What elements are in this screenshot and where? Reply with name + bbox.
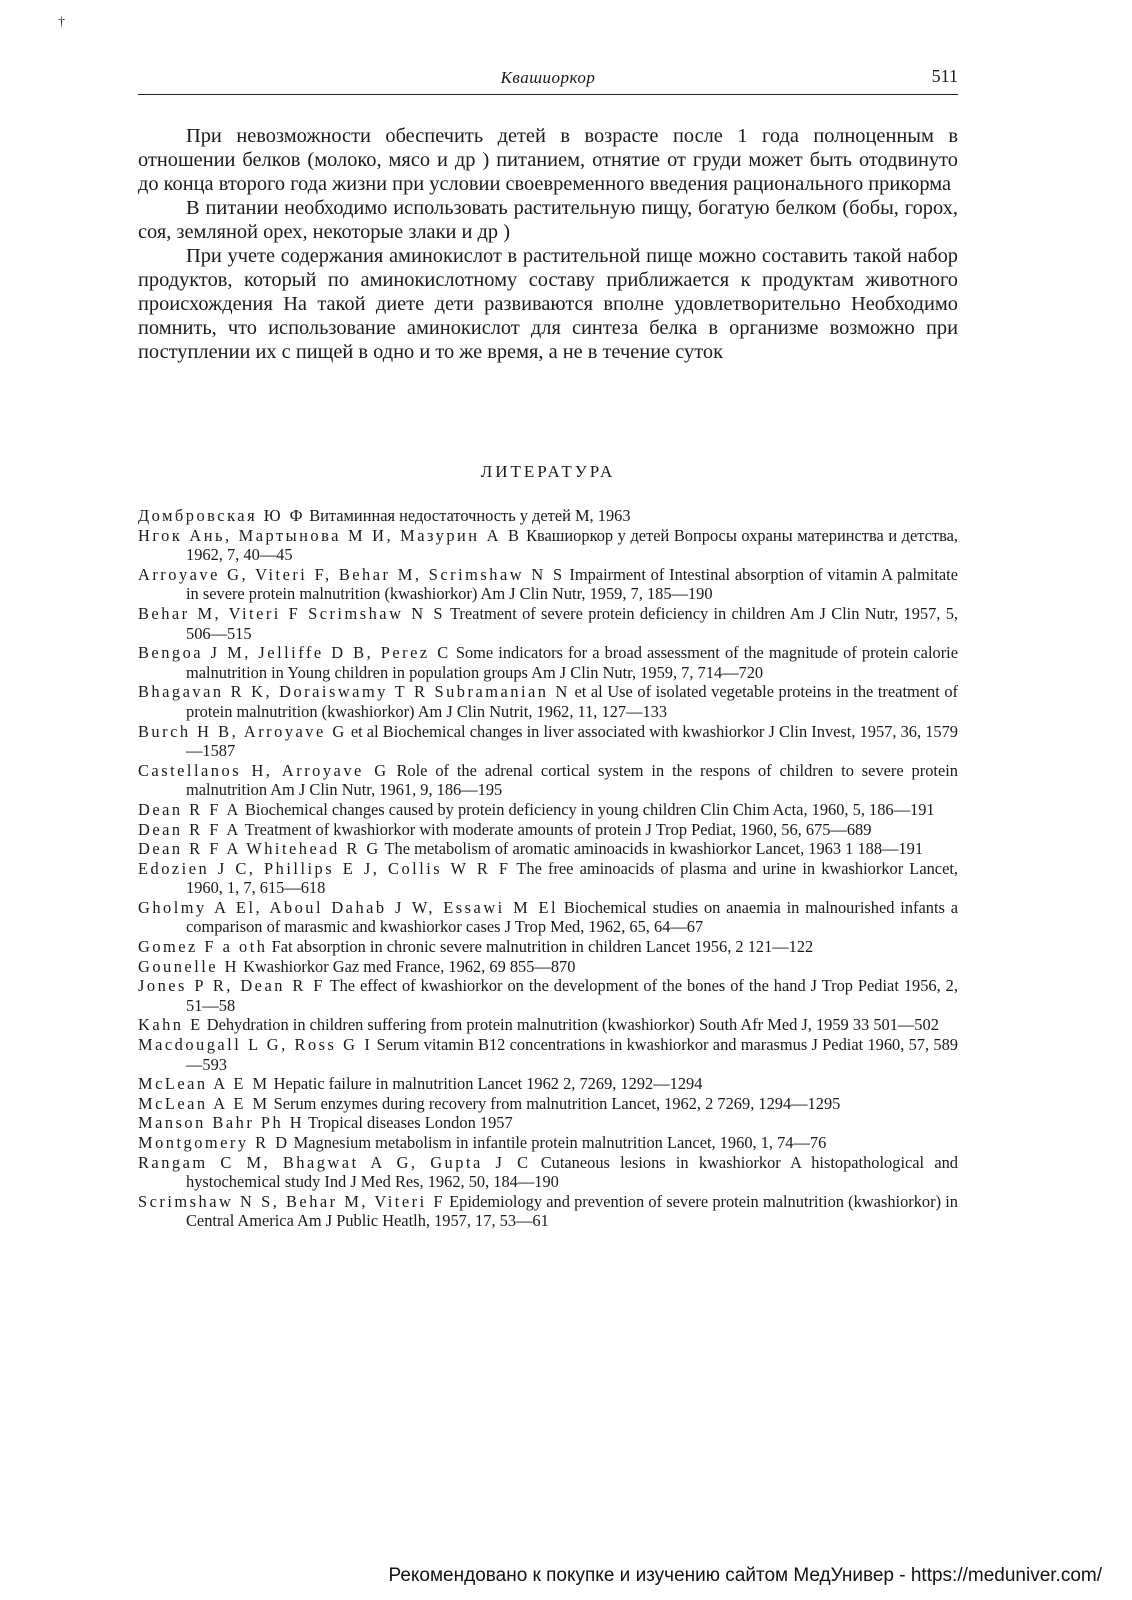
reference-item (138, 526, 958, 565)
reference-item (138, 1094, 958, 1114)
running-title: Квашиоркор (500, 68, 596, 87)
reference-item (138, 506, 958, 526)
reference-text: Treatment of severe protein deficiency in children Am J Clin Nutr, 1957, 5, 506—515 (186, 603, 958, 643)
reference-author: Dean R F A (138, 799, 241, 819)
reference-item (138, 859, 958, 898)
reference-author: Manson Bahr Ph H (138, 1113, 305, 1133)
reference-item (138, 1153, 958, 1192)
reference-text: Tropical diseases London 1957 (307, 1113, 513, 1133)
reference-author: Bhagavan R K, Doraiswamy T R Subramanian N (138, 682, 570, 702)
reference-text: et al Biochemical changes in liver associated with kwashiorkor J Clin Invest, 1957, 36, 1579—1587 (186, 721, 958, 761)
reference-author: Rangam C M, Bhagwat A G, Gupta J C (138, 1152, 531, 1172)
references-heading: ЛИТЕРАТУРА (480, 462, 616, 481)
reference-item (138, 1113, 958, 1133)
reference-item (138, 722, 958, 761)
reference-text: Treatment of kwashiorkor with moderate amounts of protein J Trop Pediat, 1960, 56, 675—689 (244, 819, 872, 839)
reference-text: Hepatic failure in malnutrition Lancet 1962 2, 7269, 1292—1294 (273, 1074, 703, 1094)
reference-text: Fat absorption in chronic severe malnutrition in children Lancet 1956, 2 121—122 (271, 937, 814, 957)
reference-author: Castellanos H, Arroyave G (138, 760, 389, 780)
reference-item (138, 761, 958, 800)
reference-item (138, 565, 958, 604)
reference-author: Gomez F a oth (138, 937, 268, 957)
reference-author: Dean R F A Whitehead R G (138, 839, 381, 859)
body-text (138, 124, 958, 364)
reference-text: The metabolism of aromatic aminoacids in kwashiorkor Lancet, 1963 1 188—191 (384, 839, 924, 859)
reference-author: Jones P R, Dean R F (138, 976, 325, 996)
reference-author: Gholmy A El, Aboul Dahab J W, Essawi M El (138, 897, 559, 917)
reference-author: Burch H B, Arroyave G (138, 721, 347, 741)
reference-item (138, 682, 958, 721)
reference-item (138, 976, 958, 1015)
reference-text: Витаминная недостаточность у детей М, 1963 (309, 506, 631, 525)
page-number: 511 (931, 66, 958, 86)
reference-author: Scrimshaw N S, Behar M, Viteri F (138, 1191, 445, 1211)
reference-item (138, 820, 958, 840)
reference-text: Impairment of Intestinal absorption of vitamin A palmitate in severe protein malnutrition (kwashiorkor) Am J Clin Nutr, 1959, 7, 185—190 (186, 564, 958, 604)
reference-author: Macdougall L G, Ross G I (138, 1035, 373, 1055)
reference-text: Serum enzymes during recovery from malnutrition Lancet, 1962, 2 7269, 1294—1295 (273, 1093, 841, 1113)
reference-author: Dean R F A (138, 819, 241, 839)
reference-text: The free aminoacids of plasma and urine in kwashiorkor Lancet, 1960, 1, 7, 615—618 (186, 858, 958, 898)
references-list (138, 506, 958, 1231)
reference-item (138, 839, 958, 859)
reference-author: Домбровская Ю Ф (138, 506, 306, 525)
running-head (138, 64, 958, 95)
reference-text: Serum vitamin B12 concentrations in kwashiorkor and marasmus J Pediat 1960, 57, 589—593 (186, 1035, 958, 1074)
reference-author: Edozien J C, Phillips E J, Collis W R F (138, 858, 511, 878)
paragraph: В питании необходимо использовать растительную пищу, богатую белком (бобы, горох, соя, земляной орех, некоторые злаки и др ) (138, 197, 958, 243)
reference-text: The effect of kwashiorkor on the development of the bones of the hand J Trop Pediat 1956, 2, 51—58 (186, 976, 958, 1015)
reference-text: Magnesium metabolism in infantile protein malnutrition Lancet, 1960, 1, 74—76 (293, 1133, 827, 1152)
reference-item (138, 1015, 958, 1035)
reference-author: McLean A E M (138, 1074, 270, 1094)
reference-text: Some indicators for a broad assessment of the magnitude of protein calorie malnutrition in Young children in population groups Am J Clin Nutr, 1959, 7, 714—720 (186, 643, 958, 682)
reference-author: Bengoa J M, Jelliffe D B, Perez C (138, 643, 451, 663)
reference-item (138, 1133, 958, 1153)
reference-item (138, 643, 958, 682)
reference-author: McLean A E M (138, 1093, 270, 1113)
reference-text: Biochemical changes caused by protein deficiency in young children Clin Chim Acta, 1960, 5, 186—191 (244, 799, 935, 819)
reference-text: Dehydration in children suffering from protein malnutrition (kwashiorkor) South Afr Med J, 1959 33 501—502 (206, 1015, 939, 1035)
reference-text: Квашиоркор у детей Вопросы охраны материнства и детства, 1962, 7, 40—45 (186, 525, 958, 565)
paragraph: При учете содержания аминокислот в растительной пище можно составить такой набор продуктов, который по аминокислотному составу приближается к продуктам животного происхождения На такой диете дети развиваются вполне удовлетворительно Необходимо помнить, что использование аминокислот для синтеза белка в организме возможно при поступлении их с пищей в одно и то же время, а не в течение суток (138, 245, 958, 363)
reference-item (138, 800, 958, 820)
reference-item (138, 1074, 958, 1094)
reference-text: Epidemiology and prevention of severe protein malnutrition (kwashiorkor) in Central America Am J Public Heatlh, 1957, 17, 53—61 (186, 1191, 958, 1231)
reference-item (138, 957, 958, 977)
reference-item (138, 937, 958, 957)
reference-author: Kahn E (138, 1015, 203, 1035)
reference-author: Behar M, Viteri F Scrimshaw N S (138, 603, 445, 623)
site-footer-banner: Рекомендовано к покупке и изучению сайтом МедУнивер - https://meduniver.com/ (388, 1565, 1102, 1586)
reference-author: Montgomery R D (138, 1133, 290, 1152)
corner-mark: † (58, 15, 65, 30)
paragraph: При невозможности обеспечить детей в возрасте после 1 года полноценным в отношении белков (молоко, мясо и др ) питанием, отнятие от груди может быть отодвинуто до конца второго года жизни при условии своевременного введения рационального прикорма (138, 125, 958, 195)
reference-item (138, 1192, 958, 1231)
reference-item (138, 1035, 958, 1074)
reference-text: et al Use of isolated vegetable proteins in the treatment of protein malnutrition (kwashiorkor) Am J Clin Nutrit, 1962, 11, 127—133 (186, 682, 958, 721)
reference-text: Role of the adrenal cortical system in the respons of children to severe protein malnutrition Am J Clin Nutr, 1961, 9, 186—195 (186, 760, 958, 800)
reference-text: Biochemical studies on anaemia in malnourished infants a comparison of marasmic and kwashiorkor cases J Trop Med, 1962, 65, 64—67 (186, 897, 958, 937)
reference-author: Нгок Ань, Мартынова М И, Мазурин А В (138, 525, 522, 545)
reference-item (138, 604, 958, 643)
reference-author: Arroyave G, Viteri F, Behar M, Scrimshaw N S (138, 564, 565, 584)
reference-text: Cutaneous lesions in kwashiorkor A histopathological and hystochemical study Ind J Med Res, 1962, 50, 184—190 (186, 1152, 958, 1192)
reference-author: Gounelle H (138, 956, 240, 976)
reference-text: Kwashiorkor Gaz med France, 1962, 69 855—870 (243, 956, 576, 976)
reference-item (138, 898, 958, 937)
